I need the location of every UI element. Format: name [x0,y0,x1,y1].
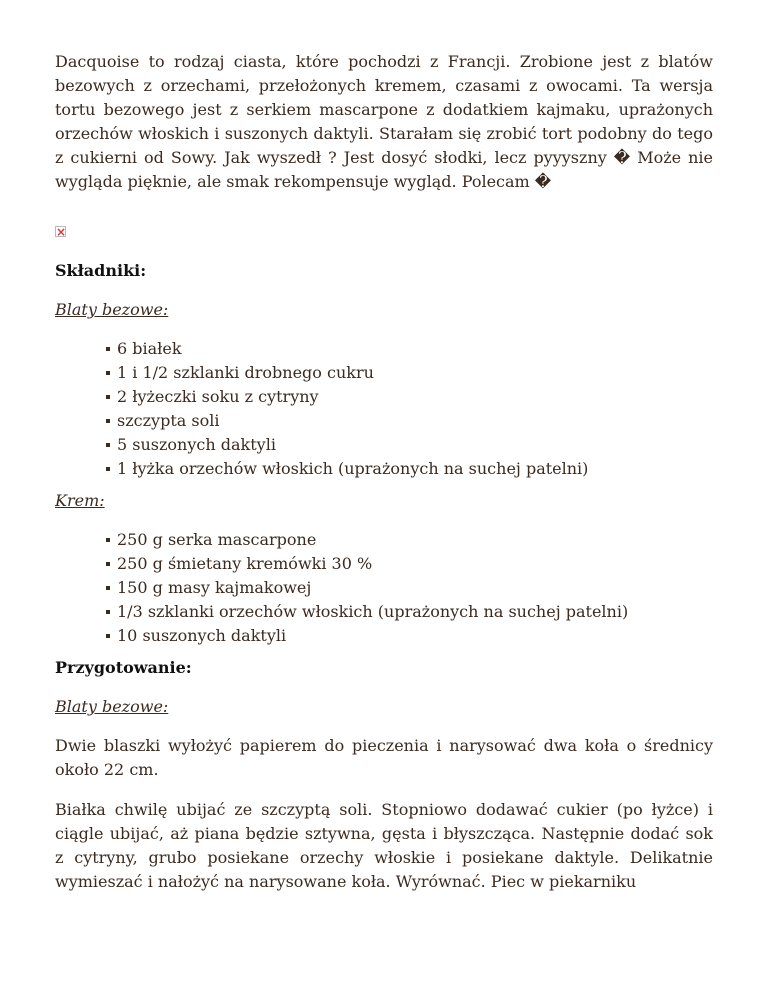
preparation-heading: Przygotowanie: [55,658,192,677]
list-item: 250 g śmietany kremówki 30 % [103,552,713,576]
list-item: 6 białek [103,337,713,361]
list-item: 150 g masy kajmakowej [103,576,713,600]
list-item: 1 łyżka orzechów włoskich (uprażonych na suchej patelni) [103,457,713,481]
meringue-ingredients-list [55,337,713,481]
list-item: 1/3 szklanki orzechów włoskich (uprażonych na suchej patelni) [103,600,713,624]
cream-ingredients-list [55,528,713,648]
cream-ingredients-subheading: Krem: [55,491,105,510]
list-item: szczypta soli [103,409,713,433]
preparation-paragraph: Dwie blaszki wyłożyć papierem do pieczenia i narysować dwa koła o średnicy około 22 cm. [55,736,713,779]
intro-paragraph: Dacquoise to rodzaj ciasta, które pochodzi z Francji. Zrobione jest z blatów bezowych z orzechami, przełożonych kremem, czasami z owocami. Ta wersja tortu bezowego jest z serkiem mascarpone z dodatkiem kajmaku, uprażonych orzechów włoskich i suszonych daktyli. Starałam się zrobić tort podobny do tego z cukierni od Sowy. Jak wyszedł ? Jest dosyć słodki, lecz pyyyszny � Może nie wygląda pięknie, ale smak rekompensuje wygląd. Polecam � [55,52,713,191]
recipe-article [55,50,713,910]
preparation-meringue-subheading: Blaty bezowe: [55,697,169,716]
list-item: 250 g serka mascarpone [103,528,713,552]
list-item: 5 suszonych daktyli [103,433,713,457]
list-item: 2 łyżeczki soku z cytryny [103,385,713,409]
meringue-ingredients-subheading: Blaty bezowe: [55,300,169,319]
broken-image-icon [55,226,66,237]
preparation-paragraph: Białka chwilę ubijać ze szczyptą soli. Stopniowo dodawać cukier (po łyżce) i ciągle ubijać, aż piana będzie sztywna, gęsta i błyszcząca. Następnie dodać sok z cytryny, grubo posiekane orzechy włoskie i posiekane daktyle. Delikatnie wymieszać i nałożyć na narysowane koła. Wyrównać. Piec w piekarniku [55,800,713,891]
ingredients-heading: Składniki: [55,261,147,280]
list-item: 10 suszonych daktyli [103,624,713,648]
list-item: 1 i 1/2 szklanki drobnego cukru [103,361,713,385]
